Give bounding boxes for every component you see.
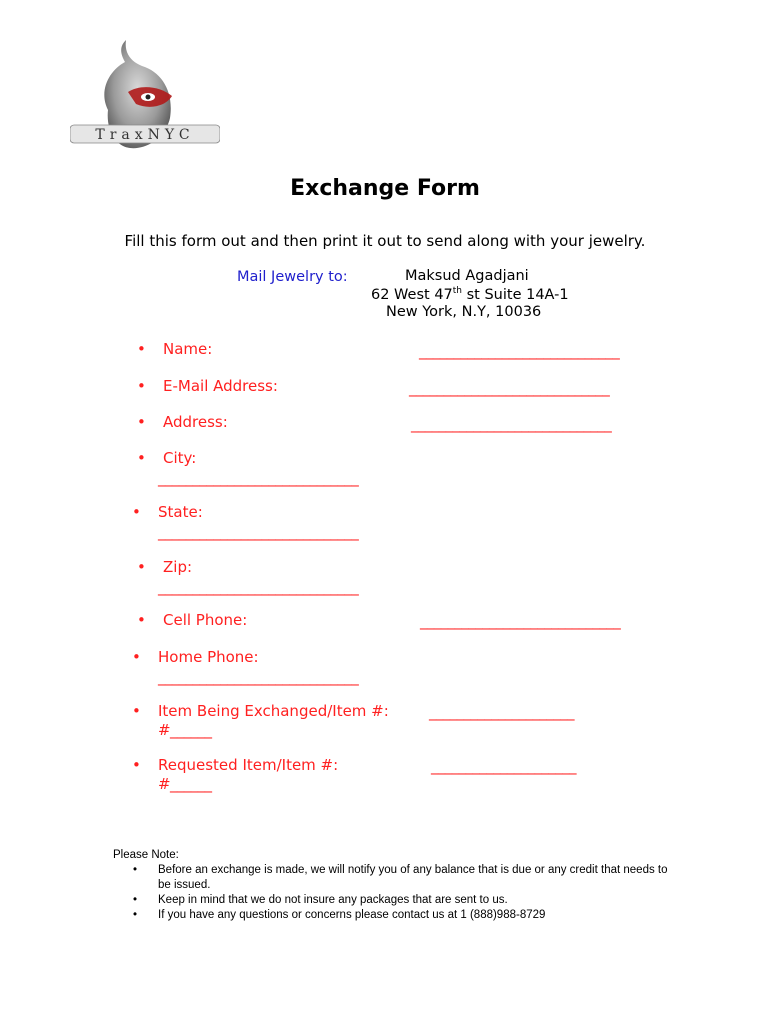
page-title: Exchange Form <box>290 176 480 201</box>
intro-text: Fill this form out and then print it out to send along with your jewelry. <box>124 232 646 250</box>
field-city-label: • City: <box>163 449 196 467</box>
field-cell-phone-line[interactable]: _____________________________ <box>420 612 621 630</box>
note-item: • If you have any questions or concerns please contact us at 1 (888)988-8729 <box>113 908 678 923</box>
mail-label: Mail Jewelry to: <box>237 269 348 285</box>
field-item-exchanged-line[interactable]: _____________________ <box>429 703 574 721</box>
field-item-exchanged-label: • Item Being Exchanged/Item #: <box>158 702 389 720</box>
field-item-exchanged-sub[interactable]: #______ <box>158 721 212 739</box>
field-email-line[interactable]: _____________________________ <box>409 379 610 397</box>
field-address-line[interactable]: _____________________________ <box>411 415 612 433</box>
note-item: • Before an exchange is made, we will notify you of any balance that is due or any credit that needs to be issued. <box>113 863 668 893</box>
note-item: • Keep in mind that we do not insure any packages that are sent to us. <box>113 893 678 908</box>
mail-street: 62 West 47th st Suite 14A-1 <box>371 286 569 303</box>
field-address-label: • Address: <box>163 413 228 431</box>
field-cell-phone-label: • Cell Phone: <box>163 611 247 629</box>
field-requested-item-label: • Requested Item/Item #: <box>158 756 338 774</box>
field-name-line[interactable]: _____________________________ <box>419 342 620 360</box>
field-state-label: • State: <box>158 503 203 521</box>
traxnyc-logo <box>70 40 220 165</box>
field-email-label: • E-Mail Address: <box>163 377 278 395</box>
field-home-phone-label: • Home Phone: <box>158 648 259 666</box>
field-city-line[interactable]: _____________________________ <box>158 469 359 487</box>
field-zip-label: • Zip: <box>163 558 192 576</box>
field-home-phone-line[interactable]: _____________________________ <box>158 668 359 686</box>
logo-text: TraxNYC <box>95 127 195 143</box>
field-name-label: • Name: <box>163 340 212 358</box>
field-zip-line[interactable]: _____________________________ <box>158 578 359 596</box>
field-state-line[interactable]: _____________________________ <box>158 523 359 541</box>
field-requested-item-sub[interactable]: #______ <box>158 775 212 793</box>
note-heading: Please Note: <box>113 849 179 861</box>
field-requested-item-line[interactable]: _____________________ <box>431 757 576 775</box>
mail-city: New York, N.Y, 10036 <box>386 304 542 320</box>
mail-name: Maksud Agadjani <box>405 268 529 284</box>
note-block <box>113 848 678 923</box>
